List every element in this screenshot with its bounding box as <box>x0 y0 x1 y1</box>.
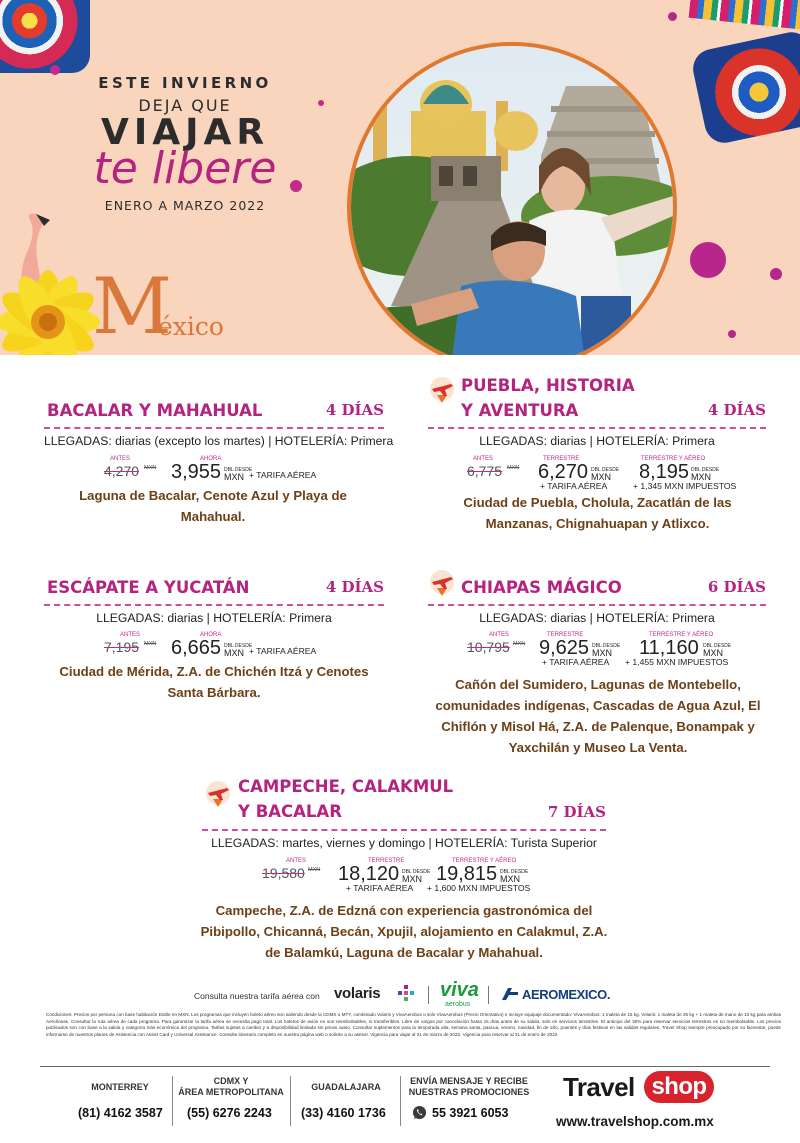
price-package: 19,815 <box>436 863 498 885</box>
hero-banner <box>0 0 800 355</box>
price-now-tag: AHORA <box>200 632 222 638</box>
headline-main: VIAJAR <box>100 112 270 153</box>
package-description: Ciudad de Puebla, Cholula, Zacatlán de las Manzanas, Chignahuapan y Atlixco. <box>463 495 732 531</box>
price-now-unit: DBL DESDE MXN <box>224 643 253 658</box>
package-prices <box>467 632 757 668</box>
price-package-unit: DBL DESDE MXN <box>691 467 720 482</box>
mexico-logo-initial: M <box>92 262 172 352</box>
package-arrivals-hotel: LLEGADAS: diarias | HOTELERÍA: Primera <box>96 611 332 625</box>
package-description: Campeche, Z.A. de Edzná con experiencia gastronómica del Pibipollo, Chicanná, Becán, Xpujil, alojamiento en Calakmul, Z.A. de Balamkú, Laguna de Bacalar y Mahahual. <box>200 903 608 960</box>
contact-city: MONTERREY <box>91 1082 149 1092</box>
package-title: Y AVENTURA <box>461 401 579 420</box>
price-land-tag: TERRESTRE <box>543 456 580 462</box>
aeromexico-knight-icon <box>500 986 520 1002</box>
package-duration: 4 DÍAS <box>325 401 384 419</box>
price-note: + TARIFA AÉREA <box>249 646 317 656</box>
dashed-divider <box>44 604 384 606</box>
travelshop-logo[interactable] <box>563 1070 723 1108</box>
price-land-tag: TERRESTRE <box>368 858 405 864</box>
package-prices <box>467 456 747 492</box>
price-land-unit: DBL DESDE MXN <box>592 643 621 658</box>
plane-pin-icon <box>427 568 457 598</box>
airline-label: Consulta nuestra tarifa aérea con <box>194 991 320 1001</box>
price-land-note: + TARIFA AÉREA <box>540 481 608 491</box>
price-package-note: + 1,345 MXN IMPUESTOS <box>633 481 737 491</box>
price-land: 6,270 <box>538 461 589 483</box>
price-before-unit: MXN <box>144 641 157 647</box>
decorative-dot <box>668 12 677 21</box>
decorative-dot <box>690 242 726 278</box>
contact-city: GUADALAJARA <box>311 1082 381 1092</box>
package-title: BACALAR Y MAHAHUAL <box>47 401 263 420</box>
price-package-note: + 1,455 MXN IMPUESTOS <box>625 657 729 667</box>
footer-separator <box>290 1076 291 1126</box>
brand-travel: Travel <box>563 1072 635 1102</box>
package-arrivals-hotel: LLEGADAS: diarias | HOTELERÍA: Primera <box>479 611 715 625</box>
price-land: 18,120 <box>338 863 400 885</box>
price-land-unit: DBL DESDE MXN <box>591 467 620 482</box>
package-title: CAMPECHE, CALAKMUL <box>238 777 454 796</box>
price-package-note: + 1,600 MXN IMPUESTOS <box>427 883 531 893</box>
package-arrivals-hotel: LLEGADAS: diarias (excepto los martes) | HOTELERÍA: Primera <box>44 434 394 448</box>
contact-cdmx <box>176 1076 286 1098</box>
contact-monterrey <box>70 1082 170 1093</box>
price-now-unit: DBL DESDE MXN <box>224 467 253 482</box>
phone-guadalajara[interactable]: (33) 4160 1736 <box>301 1106 386 1120</box>
aeromexico-logo: AEROMEXICO. <box>522 987 611 1002</box>
brand-shop: shop <box>644 1071 714 1103</box>
price-before: 4,270 <box>104 463 140 479</box>
package-duration: 7 DÍAS <box>547 803 606 821</box>
footer-separator <box>400 1076 401 1126</box>
footer-separator <box>172 1076 173 1126</box>
price-now: 3,955 <box>171 461 222 483</box>
package-description: Laguna de Bacalar, Cenote Azul y Playa de Mahahual. <box>79 488 347 524</box>
viva-logo: viva <box>440 979 479 1001</box>
contact-city: ÁREA METROPOLITANA <box>178 1087 284 1097</box>
price-note: + TARIFA AÉREA <box>249 470 317 480</box>
package-title: CHIAPAS MÁGICO <box>461 578 622 597</box>
price-package-tag: TERRESTRE Y AÉREO <box>649 632 714 638</box>
logo-separator <box>428 986 429 1004</box>
whatsapp-icon <box>412 1105 427 1120</box>
contact-city: ENVÍA MENSAJE Y RECIBE <box>410 1076 528 1086</box>
dashed-divider <box>202 829 606 831</box>
price-package: 8,195 <box>639 461 690 483</box>
price-package-tag: TERRESTRE Y AÉREO <box>452 858 517 864</box>
decorative-dot <box>770 268 782 280</box>
couple-travel-photo <box>347 42 677 355</box>
price-package-tag: TERRESTRE Y AÉREO <box>641 456 706 462</box>
talavera-plate-decoration <box>0 0 90 73</box>
headline-lead: DEJA QUE <box>138 96 232 115</box>
phone-monterrey[interactable]: (81) 4162 3587 <box>78 1106 163 1120</box>
viva-logo-sub: aerobus <box>445 1001 471 1008</box>
mexico-logo-rest: éxico <box>158 312 224 341</box>
package-arrivals-hotel: LLEGADAS: martes, viernes y domingo | HOTELERÍA: Turista Superior <box>211 836 597 850</box>
package-duration: 4 DÍAS <box>707 401 766 419</box>
contact-city: NUESTRAS PROMOCIONES <box>408 1087 530 1097</box>
headline-dates: ENERO A MARZO 2022 <box>104 198 266 213</box>
talavera-plate-decoration <box>689 29 800 147</box>
price-before-tag: ANTES <box>473 456 494 462</box>
volaris-logo: volaris <box>334 985 381 1002</box>
price-land-note: + TARIFA AÉREA <box>542 657 610 667</box>
volaris-mark-icon <box>398 985 414 1001</box>
dashed-divider <box>44 427 384 429</box>
plane-pin-icon <box>427 375 457 405</box>
price-before-tag: ANTES <box>110 456 131 462</box>
decorative-dot <box>728 330 736 338</box>
price-land-unit: DBL DESDE MXN <box>402 869 431 884</box>
logo-separator <box>488 986 489 1004</box>
package-title: PUEBLA, HISTORIA <box>461 376 635 395</box>
terms-and-conditions: Condiciones: Precios por persona con base habitación Doble en MXN. Los programas que incluyen boleto aéreo son saliendo desde la CDMX o MTY, combinado Volaris y VivaAerobus o solo VivaAerobus (Precio Orientativo) e incluye equipaje documentado: VivaAerobus: 1 maleta de 15 kg. Volaris: 1 maleta de 25 kg + 1 maleta de mano de 10 kg para ambas Aerolíneas. Consultar la ruta aérea de cada programa. Para garantizar la tarifa aérea se necesita pago total. Los boletos de avión no son reembolsables, ni transferibles. Libre de cargos por cancelación hasta 15 días antes de su salida, solo en servicios terrestres. El anticipo del 30% para reservar servicios terrestres es no reembolsable. Los precios publicados son con base a la salida y categoría más económica del programa. Tarifas sujetas a cambio y a disponibilidad limitada sin previo aviso. Consultar suplementos para la temporada alta, semana santa, pascua, verano, navidad, fin de año, puentes y días festivos en las salidas regulares. Travel Shop siempre preocupado por su bienestar, puede informarse de nuestros planes de Asistencia con Assist Card y Universal Assistance. Consulte itinerario completo en nuestra página web o solicite a su asesor. Vigencia para viajar al 31 de marzo de 2022. Vigencia para reservar al 31 de enero de 2022. <box>46 1012 781 1037</box>
price-now-tag: AHORA <box>200 456 222 462</box>
package-title: Y BACALAR <box>238 802 342 821</box>
headline-season: ESTE INVIERNO <box>98 74 272 92</box>
contact-whatsapp <box>404 1076 534 1098</box>
decorative-dot <box>50 65 60 75</box>
price-package: 11,160 <box>639 637 699 659</box>
price-before-unit: MXN <box>144 465 157 471</box>
dashed-divider <box>428 604 766 606</box>
price-land-note: + TARIFA AÉREA <box>346 883 414 893</box>
price-before-tag: ANTES <box>286 858 307 864</box>
package-arrivals-hotel: LLEGADAS: diarias | HOTELERÍA: Primera <box>479 434 715 448</box>
price-now: 6,665 <box>171 637 222 659</box>
price-before-tag: ANTES <box>489 632 510 638</box>
phone-cdmx[interactable]: (55) 6276 2243 <box>187 1106 272 1120</box>
price-before-tag: ANTES <box>120 632 141 638</box>
package-description: Ciudad de Mérida, Z.A. de Chichén Itzá y Cenotes Santa Bárbara. <box>59 664 369 700</box>
phone-whatsapp[interactable]: 55 3921 6053 <box>432 1106 509 1120</box>
price-package-unit: DBL DESDE MXN <box>703 643 732 658</box>
contact-city: CDMX Y <box>213 1076 249 1086</box>
price-before: 19,580 <box>262 865 305 881</box>
price-before-unit: MXN <box>308 867 321 873</box>
price-before: 10,795 <box>467 639 510 655</box>
price-before: 7,195 <box>104 639 140 655</box>
package-duration: 6 DÍAS <box>707 578 766 596</box>
plane-pin-icon <box>203 779 233 809</box>
textile-decoration <box>689 0 800 30</box>
package-description: Cañón del Sumidero, Lagunas de Montebello, comunidades indígenas, Cascadas de Agua Azul, El Chiflón y Misol Há, Z.A. de Palenque, Bonampak y Yaxchilán y Museo La Venta. <box>435 677 761 755</box>
price-before: 6,775 <box>467 463 503 479</box>
dashed-divider <box>428 427 766 429</box>
price-before-unit: MXN <box>507 465 520 471</box>
package-title: ESCÁPATE A YUCATÁN <box>47 578 250 597</box>
headline-script: te libere <box>93 143 277 194</box>
price-before-unit: MXN <box>513 641 526 647</box>
price-land: 9,625 <box>539 637 590 659</box>
footer-divider <box>40 1066 770 1067</box>
decorative-dot <box>318 100 324 106</box>
package-prices <box>262 858 562 894</box>
contact-guadalajara <box>294 1082 398 1093</box>
price-land-tag: TERRESTRE <box>547 632 584 638</box>
website-link[interactable]: www.travelshop.com.mx <box>556 1114 714 1129</box>
price-package-unit: DBL DESDE MXN <box>500 869 529 884</box>
package-duration: 4 DÍAS <box>325 578 384 596</box>
